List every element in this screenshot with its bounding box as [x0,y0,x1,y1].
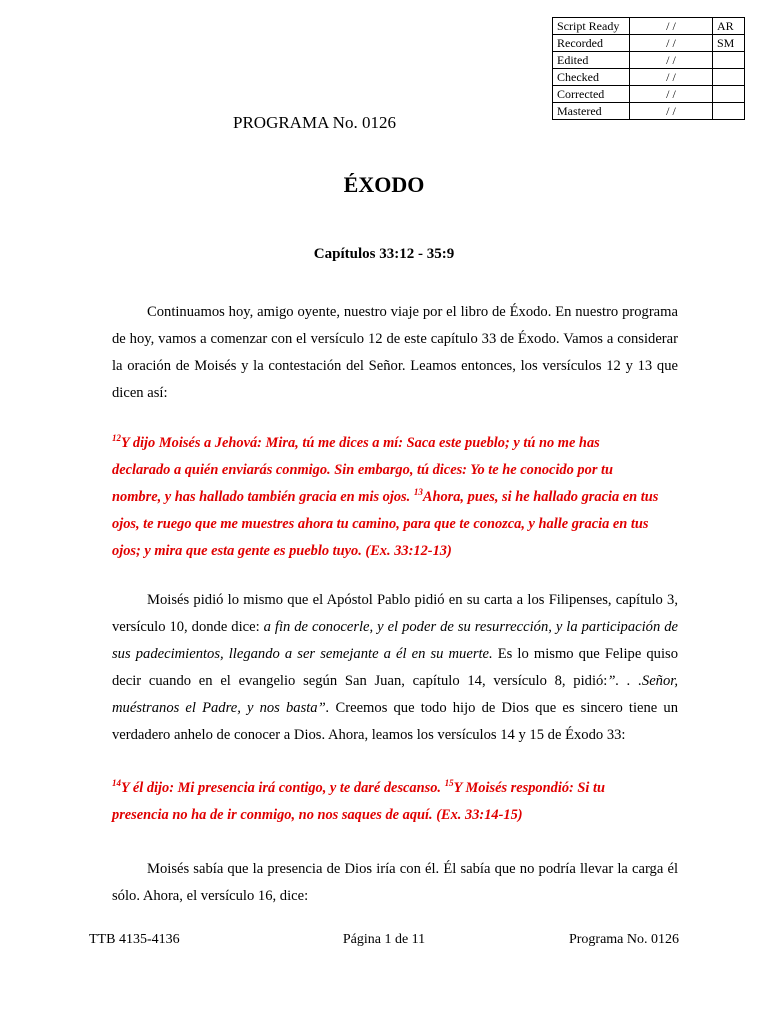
status-date: / / [630,52,713,69]
verse-text: Y dijo Moisés a Jehová: Mira, tú me dices a mí: Saca este pueblo; y tú no me has declarado a quién enviarás conmigo. Sin embargo, tú dices: Yo te he conocido por tu nombre, y has hallado también gracia en mis ojos. [112,435,614,505]
commentary-text: Creemos que todo hijo de Dios que es sincero tiene un verdadero anhelo de conocer a Dios. Ahora, leamos los versículos 14 y 15 de Éxodo 33: [112,700,679,743]
commentary-paragraph [112,587,678,749]
status-label: Recorded [553,35,630,52]
chapters-heading: Capítulos 33:12 - 35:9 [313,246,455,262]
status-row-edited [553,52,745,69]
status-label: Corrected [553,86,630,103]
verse-number: 12 [112,433,121,444]
verse-text: Y él dijo: Mi presencia irá contigo, y te daré descanso. [121,780,445,796]
status-row-mastered [553,103,745,120]
intro-paragraph [112,299,678,407]
philippians-quote: a fin de conocerle, y el poder de su resurrección, y la participación de sus padecimientos, llegando a ser semejante a él en su muerte. [112,619,678,662]
program-number: PROGRAMA No. 0126 [233,113,396,132]
status-label: Checked [553,69,630,86]
status-date: / / [630,103,713,120]
status-date: / / [630,18,713,35]
book-title: ÉXODO [343,172,425,197]
john-quote: ”. . .Señor, muéstranos el Padre, y nos basta”. [112,673,678,716]
status-row-checked [553,69,745,86]
scripture-quote-14-15 [112,775,660,829]
status-initials [713,86,745,103]
status-date: / / [630,35,713,52]
production-status-table [552,17,745,120]
status-row-corrected [553,86,745,103]
commentary-text: Moisés pidió lo mismo que el Apóstol Pablo pidió en su carta a los Filipenses, capítulo 3, versículo 10, donde dice: [112,592,678,635]
intro-paragraph-text: Continuamos hoy, amigo oyente, nuestro viaje por el libro de Éxodo. En nuestro programa de hoy, vamos a comenzar con el versículo 12 de este capítulo 33 de Éxodo. Vamos a considerar la oración de Moisés y la contestación del Señor. Leamos entonces, los versículos 12 y 13 que dicen así: [112,304,678,401]
footer-code: TTB 4135-4136 [89,932,180,947]
status-label: Edited [553,52,630,69]
status-label: Mastered [553,103,630,120]
verse-number: 14 [112,778,121,789]
status-row-script-ready [553,18,745,35]
verse-number: 13 [413,487,423,498]
status-label: Script Ready [553,18,630,35]
verse-text: Y Moisés respondió: Si tu presencia no ha de ir conmigo, no nos saques de aquí. (Ex. 33:14-15) [112,780,606,823]
closing-paragraph-text: Moisés sabía que la presencia de Dios iría con él. Él sabía que no podría llevar la carga él sólo. Ahora, el versículo 16, dice: [112,861,678,904]
status-initials [713,103,745,120]
closing-paragraph [112,856,678,910]
status-initials: SM [713,35,745,52]
verse-number: 15 [444,778,454,789]
status-initials [713,52,745,69]
commentary-text: Es lo mismo que Felipe quiso decir cuando en el evangelio según San Juan, capítulo 14, versículo 8, pidió: [112,646,678,689]
footer-page-number: Página 1 de 11 [342,932,426,947]
scripture-quote-12-13 [112,430,660,565]
footer-program: Programa No. 0126 [568,932,679,947]
status-date: / / [630,86,713,103]
verse-text: Ahora, pues, si he hallado gracia en tus ojos, te ruego que me muestres ahora tu camino, para que te conozca, y halle gracia en tus ojos; y mira que esta gente es pueblo tuyo. (Ex. 33:12-13) [112,489,659,559]
status-date: / / [630,69,713,86]
status-initials [713,69,745,86]
status-initials: AR [713,18,745,35]
status-row-recorded [553,35,745,52]
